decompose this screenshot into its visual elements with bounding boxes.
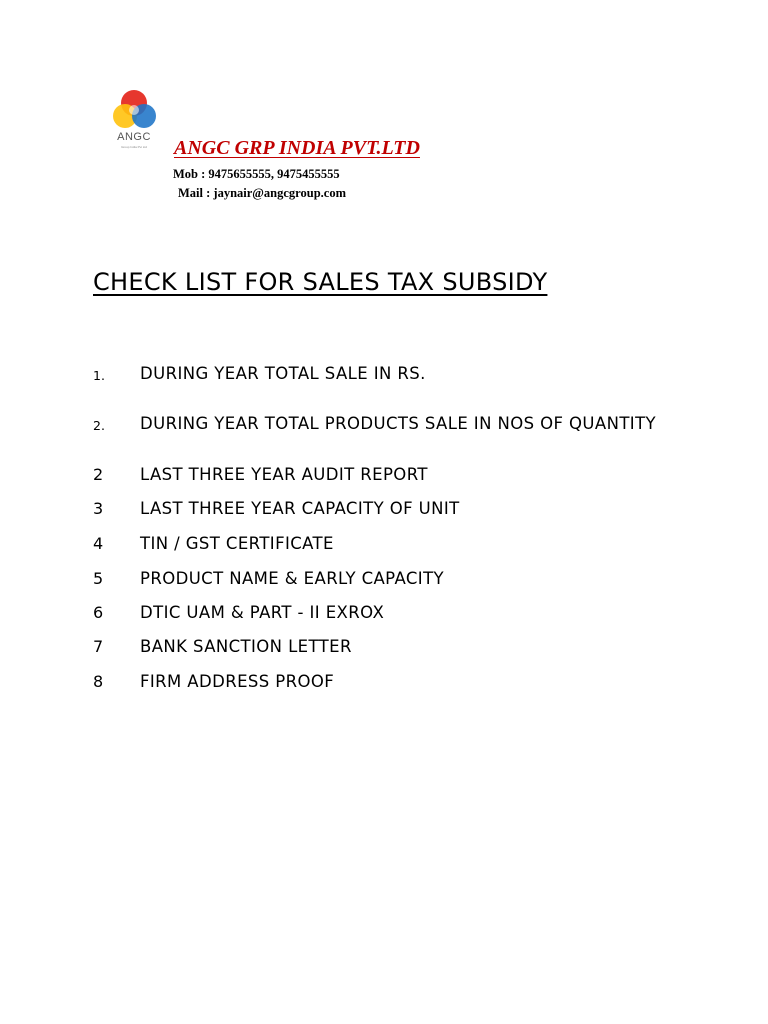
list-item-number: 2 [93, 465, 104, 484]
list-item-number: 5 [93, 569, 104, 588]
list-item-text: DURING YEAR TOTAL PRODUCTS SALE IN NOS OF QUANTITY [140, 414, 657, 433]
list-item-number: 4 [93, 534, 104, 553]
mobile-numbers: Mob : 9475655555, 9475455555 [173, 167, 340, 181]
list-item-number: 8 [93, 672, 104, 691]
list-item-text: FIRM ADDRESS PROOF [140, 672, 335, 691]
list-item-number: 7 [93, 637, 104, 656]
email-address: Mail : jaynair@angcgroup.com [178, 186, 346, 200]
list-item-text: BANK SANCTION LETTER [140, 637, 352, 656]
list-item-number: 6 [93, 603, 104, 622]
list-item-text: LAST THREE YEAR AUDIT REPORT [140, 465, 428, 484]
list-item-text: DTIC UAM & PART - II EXROX [140, 603, 385, 622]
list-item-text: DURING YEAR TOTAL SALE IN RS. [140, 364, 426, 383]
list-item-number: 1. [93, 368, 105, 383]
company-name: ANGC GRP INDIA PVT.LTD [174, 137, 420, 159]
list-item-number: 2. [93, 418, 105, 433]
list-item-text: TIN / GST CERTIFICATE [140, 534, 334, 553]
page-title: CHECK LIST FOR SALES TAX SUBSIDY [93, 268, 548, 296]
logo-tagline: Group India Pvt Ltd [121, 145, 147, 149]
list-item-text: LAST THREE YEAR CAPACITY OF UNIT [140, 499, 460, 518]
list-item-number: 3 [93, 499, 104, 518]
logo-wordmark: ANGC [117, 131, 151, 143]
company-logo [106, 88, 162, 154]
logo-circles-icon [106, 88, 162, 132]
list-item-text: PRODUCT NAME & EARLY CAPACITY [140, 569, 445, 588]
